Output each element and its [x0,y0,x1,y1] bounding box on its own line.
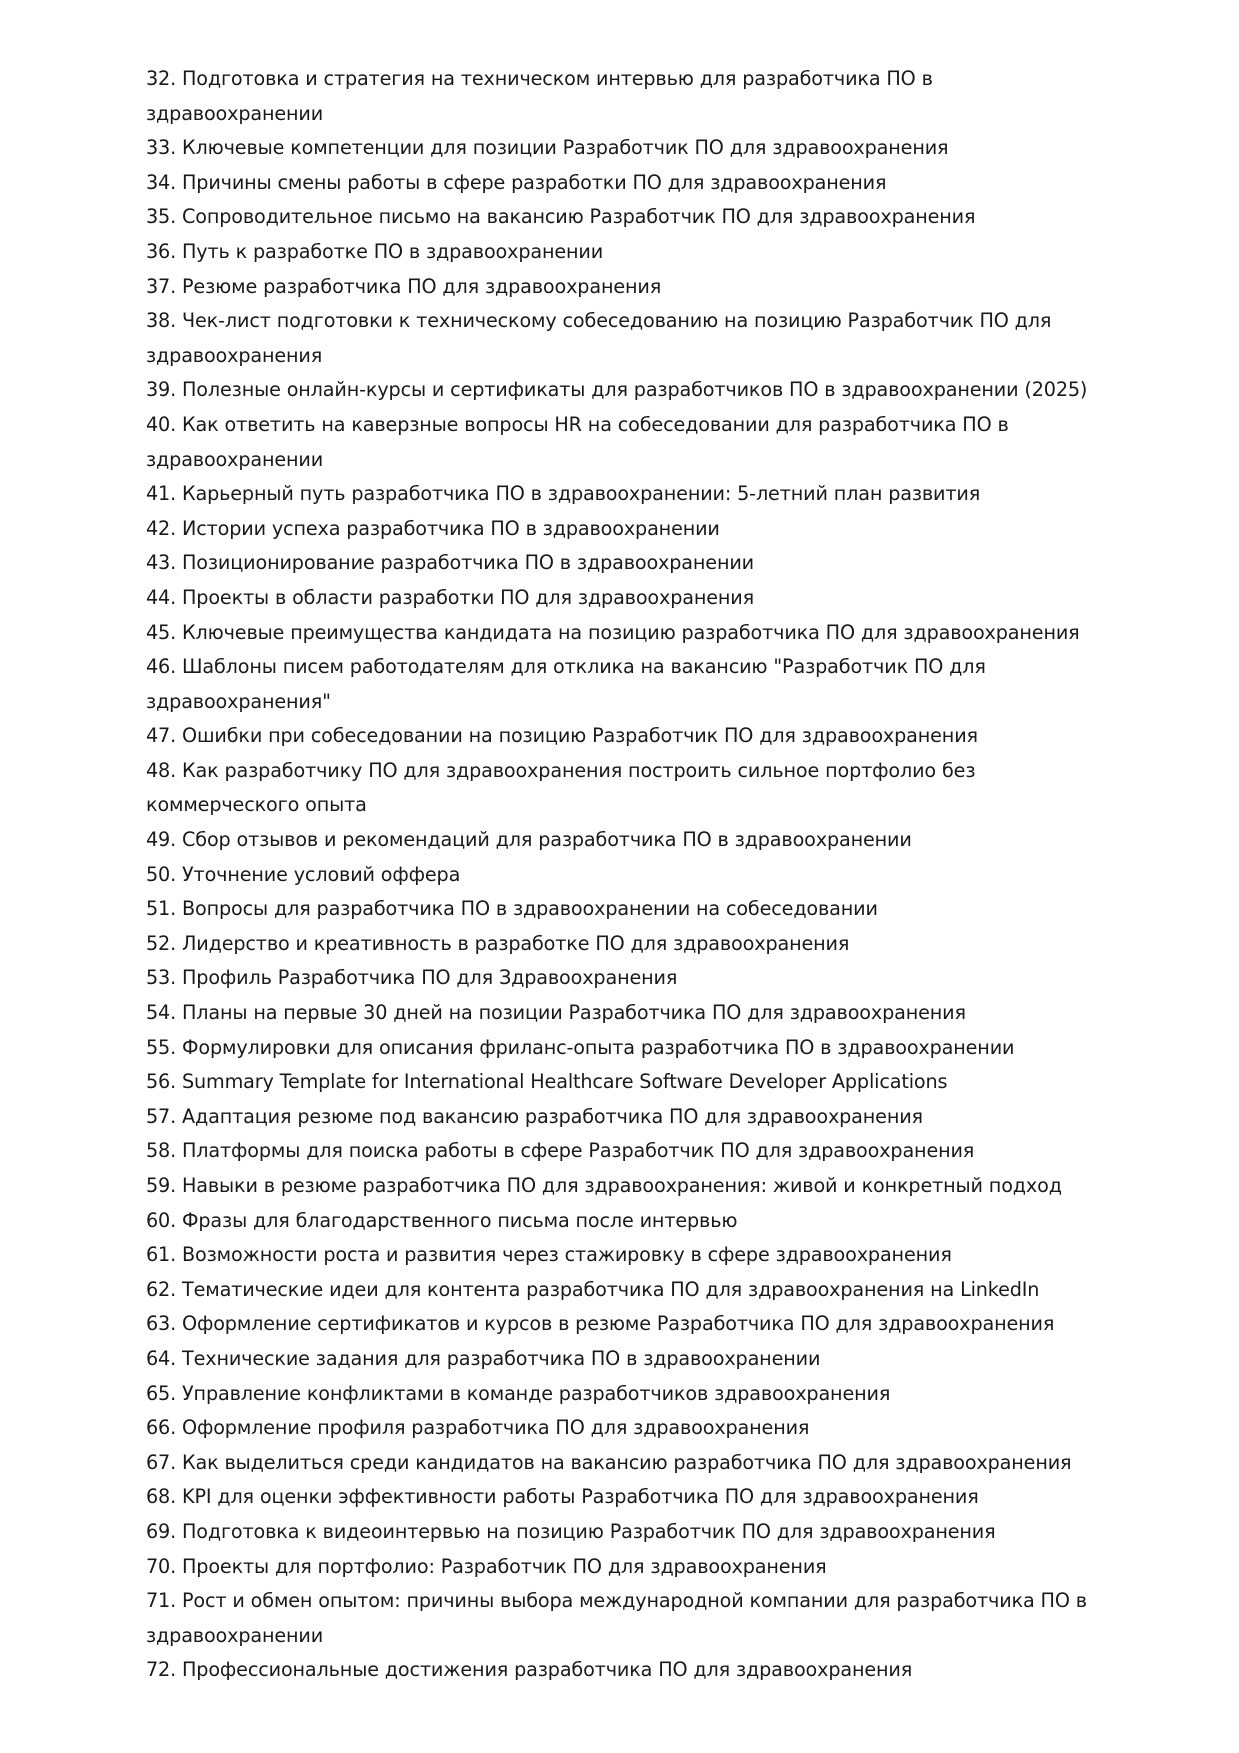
list-item: 69. Подготовка к видеоинтервью на позицию Разработчик ПО для здравоохранения [146,1519,996,1543]
list-item: 72. Профессиональные достижения разработчика ПО для здравоохранения [146,1658,913,1682]
list-item: 54. Планы на первые 30 дней на позиции Разработчика ПО для здравоохранения [146,1001,966,1025]
list-item: 49. Сбор отзывов и рекомендаций для разработчика ПО в здравоохранении [146,828,912,852]
list-item: 55. Формулировки для описания фриланс-опыта разработчика ПО в здравоохранении [146,1035,1015,1059]
list-item: 34. Причины смены работы в сфере разработки ПО для здравоохранения [146,170,887,194]
list-item: 40. Как ответить на каверзные вопросы HR на собеседовании для разработчика ПО в здравоохранении [146,412,1009,471]
list-item: 37. Резюме разработчика ПО для здравоохранения [146,274,662,298]
list-item: 43. Позиционирование разработчика ПО в здравоохранении [146,551,754,575]
list-item: 60. Фразы для благодарственного письма после интервью [146,1208,738,1232]
list-item: 64. Технические задания для разработчика ПО в здравоохранении [146,1346,821,1370]
list-item: 65. Управление конфликтами в команде разработчиков здравоохранения [146,1381,891,1405]
list-item: 70. Проекты для портфолио: Разработчик ПО для здравоохранения [146,1554,827,1578]
list-item: 58. Платформы для поиска работы в сфере Разработчик ПО для здравоохранения [146,1139,975,1163]
list-item: 53. Профиль Разработчика ПО для Здравоохранения [146,966,678,990]
list-item: 48. Как разработчику ПО для здравоохранения построить сильное портфолио без коммерческого опыта [146,758,976,817]
list-item: 38. Чек-лист подготовки к техническому собеседованию на позицию Разработчик ПО для здравоохранения [146,309,1052,367]
list-item: 47. Ошибки при собеседовании на позицию Разработчик ПО для здравоохранения [146,724,978,748]
list-item: 35. Сопроводительное письмо на вакансию Разработчик ПО для здравоохранения [146,205,976,229]
list-item: 57. Адаптация резюме под вакансию разработчика ПО для здравоохранения [146,1104,923,1128]
list-item: 59. Навыки в резюме разработчика ПО для здравоохранения: живой и конкретный подход [146,1174,1062,1197]
list-item: 52. Лидерство и креативность в разработке ПО для здравоохранения [146,931,850,955]
article-list [146,62,1106,1688]
list-item: 33. Ключевые компетенции для позиции Разработчик ПО для здравоохранения [146,136,949,160]
list-item: 32. Подготовка и стратегия на техническом интервью для разработчика ПО в здравоохранении [146,67,933,125]
list-item: 56. Summary Template for International Healthcare Software Developer Applications [146,1070,948,1094]
list-item: 46. Шаблоны писем работодателям для отклика на вакансию "Разработчик ПО для здравоохранения" [146,655,986,713]
list-item: 68. KPI для оценки эффективности работы Разработчика ПО для здравоохранения [146,1485,979,1509]
list-item: 51. Вопросы для разработчика ПО в здравоохранении на собеседовании [146,897,878,921]
list-item: 67. Как выделиться среди кандидатов на вакансию разработчика ПО для здравоохранения [146,1450,1072,1474]
list-item: 50. Уточнение условий оффера [146,862,461,886]
list-item: 71. Рост и обмен опытом: причины выбора международной компании для разработчика ПО в здравоохранении [146,1589,1087,1647]
list-item: 62. Тематические идеи для контента разработчика ПО для здравоохранения на LinkedIn [146,1277,1040,1301]
list-item: 36. Путь к разработке ПО в здравоохранении [146,239,604,263]
list-item: 45. Ключевые преимущества кандидата на позицию разработчика ПО для здравоохранения [146,620,1080,644]
list-item: 39. Полезные онлайн-курсы и сертификаты для разработчиков ПО в здравоохранении (2025) [146,378,1088,402]
list-item: 42. Истории успеха разработчика ПО в здравоохранении [146,516,720,540]
document-page [146,62,1106,1688]
list-item: 61. Возможности роста и развития через стажировку в сфере здравоохранения [146,1243,952,1267]
list-item: 63. Оформление сертификатов и курсов в резюме Разработчика ПО для здравоохранения [146,1312,1055,1336]
list-item: 44. Проекты в области разработки ПО для здравоохранения [146,585,755,609]
list-item: 66. Оформление профиля разработчика ПО для здравоохранения [146,1416,810,1440]
list-item: 41. Карьерный путь разработчика ПО в здравоохранении: 5-летний план развития [146,482,981,506]
